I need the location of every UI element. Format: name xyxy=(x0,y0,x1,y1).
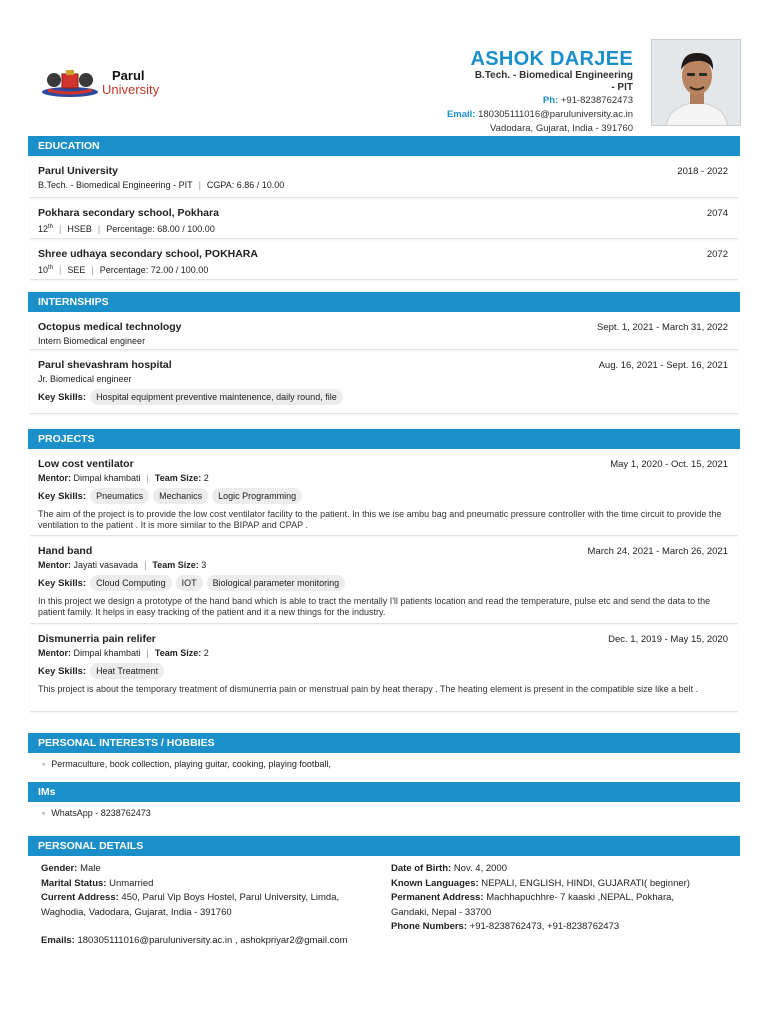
separator: | xyxy=(59,224,62,234)
dob-label: Date of Birth: xyxy=(391,863,452,874)
permanent-address-row xyxy=(391,891,736,906)
education-detail-row xyxy=(38,261,730,277)
skill-chip: Mechanics xyxy=(153,488,208,504)
candidate-name: ASHOK DARJEE xyxy=(470,48,633,70)
list-item: ◦ Permaculture, book collection, playing guitar, cooking, playing football, xyxy=(42,759,740,769)
separator: | xyxy=(91,265,94,275)
project-item xyxy=(30,628,738,712)
projects-header: PROJECTS xyxy=(28,429,740,449)
mentor-name: Dimpal khambati xyxy=(73,473,141,483)
logo-text-university: University xyxy=(102,82,160,97)
personal-details-grid xyxy=(28,856,740,966)
ims-list xyxy=(28,802,740,818)
internship-item xyxy=(30,354,738,414)
ims-section xyxy=(28,782,740,818)
marital-row xyxy=(41,877,386,892)
logo-text-parul: Parul xyxy=(112,68,145,83)
separator: | xyxy=(144,560,147,570)
emails-label: Emails: xyxy=(41,935,75,946)
hobbies-header: PERSONAL INTERESTS / HOBBIES xyxy=(28,733,740,753)
mentor-name: Jayati vasavada xyxy=(73,560,139,570)
key-skills-label: Key Skills: xyxy=(38,578,87,589)
email-value[interactable]: 180305111016@paruluniversity.ac.in xyxy=(478,109,633,120)
project-description: This project is about the temporary treatment of dismunerria pain or menstrual pain by heat therapy . The heating element is present in the compatible size like a belt . xyxy=(38,684,699,694)
team-size: 3 xyxy=(201,560,207,570)
internship-org: Parul shevashram hospital xyxy=(38,359,172,371)
marital-label: Marital Status: xyxy=(41,877,107,889)
dob-value: Nov. 4, 2000 xyxy=(453,863,507,874)
school-name: Pokhara secondary school, Pokhara xyxy=(38,207,219,219)
internship-date: Aug. 16, 2021 - Sept. 16, 2021 xyxy=(598,360,728,371)
phone-row xyxy=(313,94,633,108)
permanent-address-line-2: Gandaki, Nepal - 33700 xyxy=(391,906,492,918)
current-address-line-1: 450, Parul Vip Boys Hostel, Parul University, Limda, xyxy=(121,892,340,903)
key-skills-row xyxy=(38,389,730,407)
personal-right-column xyxy=(391,862,736,935)
project-date: Dec. 1, 2019 - May 15, 2020 xyxy=(608,634,728,645)
current-address-line-2: Waghodia, Vadodara, Gujarat, India - 391760 xyxy=(41,906,232,918)
gender-row xyxy=(41,862,386,877)
permanent-address-line-1: Machhapuchhre- 7 kaaski ,NEPAL, Pokhara, xyxy=(486,892,675,903)
phones-row xyxy=(391,920,736,935)
languages-label: Known Languages: xyxy=(391,877,479,889)
university-crest-icon xyxy=(40,66,100,100)
profile-photo xyxy=(651,39,741,126)
key-skills-label: Key Skills: xyxy=(38,392,87,403)
university-logo xyxy=(40,66,170,100)
ims-header: IMs xyxy=(28,782,740,802)
languages-value: NEPALI, ENGLISH, HINDI, GUJARATI( beginner) xyxy=(481,877,690,889)
education-date: 2018 - 2022 xyxy=(677,166,728,177)
internship-date: Sept. 1, 2021 - March 31, 2022 xyxy=(597,322,728,333)
project-description: In this project we design a prototype of the hand band which is able to tract the mentally I'll patients location and read the temperature, pulse etc and send the data to the patient family. It helps in easy tracking of the patient and it a new things for the industry. xyxy=(38,596,711,617)
team-size-label: Team Size: xyxy=(152,560,199,570)
percentage: Percentage: 72.00 / 100.00 xyxy=(99,265,209,275)
board: HSEB xyxy=(67,224,92,234)
phones-label: Phone Numbers: xyxy=(391,921,468,932)
project-item xyxy=(30,453,738,536)
degree-line-1: B.Tech. - Biomedical Engineering xyxy=(474,70,633,81)
education-section xyxy=(28,136,740,280)
education-date: 2072 xyxy=(706,249,728,260)
phone-label: Ph: xyxy=(542,95,559,106)
project-meta xyxy=(38,646,730,660)
languages-row xyxy=(391,877,736,892)
email-label: Email: xyxy=(446,109,476,120)
team-size-label: Team Size: xyxy=(154,648,202,658)
project-description: The aim of the project is to provide the low cost ventilator facility to the patient. In this we ise ambu bag and pneumatic pressure controller with the time circuit to provide the ventilation to the patient . It is more similar to the BIPAP and CPAP . xyxy=(38,509,722,530)
school-name: Parul University xyxy=(38,165,118,177)
separator: | xyxy=(146,473,149,483)
key-skills-row xyxy=(38,575,730,593)
key-skills-label: Key Skills: xyxy=(38,491,87,502)
project-meta xyxy=(38,471,730,485)
project-meta xyxy=(38,558,730,572)
education-detail-row xyxy=(38,178,730,192)
internships-section xyxy=(28,292,740,414)
current-address-label: Current Address: xyxy=(41,892,119,903)
person-portrait-icon xyxy=(652,40,741,126)
project-date: March 24, 2021 - March 26, 2021 xyxy=(587,546,728,557)
emails-value[interactable]: 180305111016@paruluniversity.ac.in , ashokpriyar2@gmail.com xyxy=(77,935,348,946)
skill-chip: IOT xyxy=(176,575,203,591)
phones-value[interactable]: +91-8238762473, +91-8238762473 xyxy=(469,921,620,932)
education-item xyxy=(30,243,738,280)
project-item xyxy=(30,540,738,624)
skill-chip: Heat Treatment xyxy=(90,663,164,679)
internships-header: INTERNSHIPS xyxy=(28,292,740,312)
skill-chip: Logic Programming xyxy=(212,488,302,504)
mentor-label: Mentor: xyxy=(38,560,71,570)
list-item: ◦ WhatsApp - 8238762473 xyxy=(42,808,740,818)
team-size: 2 xyxy=(203,473,209,483)
internship-role: Jr. Biomedical engineer xyxy=(38,374,132,384)
skill-chip: Hospital equipment preventive maintenence, daily round, file xyxy=(90,389,343,405)
header-info xyxy=(313,48,633,136)
mentor-label: Mentor: xyxy=(38,473,71,483)
degree-line-2: - PIT xyxy=(611,82,633,93)
separator: | xyxy=(198,180,201,190)
grade: 10 xyxy=(38,265,49,275)
marital-value: Unmarried xyxy=(109,877,154,889)
location: Vadodara, Gujarat, India - 391760 xyxy=(490,123,633,134)
personal-left-column xyxy=(41,862,386,949)
project-date: May 1, 2020 - Oct. 15, 2021 xyxy=(610,459,728,470)
skill-chip: Cloud Computing xyxy=(90,575,172,591)
education-item xyxy=(30,202,738,239)
skill-chip: Biological parameter monitoring xyxy=(207,575,346,591)
permanent-address-label: Permanent Address: xyxy=(391,892,484,903)
grade: 12 xyxy=(38,224,49,234)
project-name: Dismunerria pain relifer xyxy=(38,633,156,645)
education-item xyxy=(30,160,738,198)
project-name: Hand band xyxy=(38,545,93,557)
grade-suffix: th xyxy=(48,224,54,230)
dob-row xyxy=(391,862,736,877)
skill-chip: Pneumatics xyxy=(90,488,149,504)
hobbies-list xyxy=(28,753,740,769)
cgpa: CGPA: 6.86 / 10.00 xyxy=(206,180,285,190)
projects-section xyxy=(28,429,740,712)
emails-row xyxy=(41,934,386,949)
education-detail-row xyxy=(38,220,730,236)
degree-detail: B.Tech. - Biomedical Engineering - PIT xyxy=(38,180,193,190)
education-date: 2074 xyxy=(706,208,728,219)
separator: | xyxy=(97,224,101,234)
internship-role: Intern Biomedical engineer xyxy=(38,336,146,346)
mentor-label: Mentor: xyxy=(38,648,71,658)
school-name: Shree udhaya secondary school, POKHARA xyxy=(38,248,258,260)
team-size: 2 xyxy=(203,648,209,658)
gender-value: Male xyxy=(80,863,101,874)
key-skills-label: Key Skills: xyxy=(38,666,87,677)
separator: | xyxy=(59,265,62,275)
project-name: Low cost ventilator xyxy=(38,458,134,470)
personal-details-header: PERSONAL DETAILS xyxy=(28,836,740,856)
hobbies-section xyxy=(28,733,740,769)
grade-suffix: th xyxy=(48,265,54,271)
key-skills-row xyxy=(38,488,730,506)
mentor-name: Dimpal khambati xyxy=(73,648,141,658)
current-address-row xyxy=(41,891,386,906)
internship-item xyxy=(30,316,738,350)
education-header: EDUCATION xyxy=(28,136,740,156)
separator: | xyxy=(146,648,149,658)
board: SEE xyxy=(67,265,86,275)
gender-label: Gender: xyxy=(41,863,78,874)
email-row xyxy=(313,108,633,122)
phone-value[interactable]: +91-8238762473 xyxy=(560,95,633,106)
personal-details-section xyxy=(28,836,740,966)
key-skills-row xyxy=(38,663,730,681)
team-size-label: Team Size: xyxy=(154,473,202,483)
percentage: Percentage: 68.00 / 100.00 xyxy=(106,224,215,234)
internship-org: Octopus medical technology xyxy=(38,321,182,333)
